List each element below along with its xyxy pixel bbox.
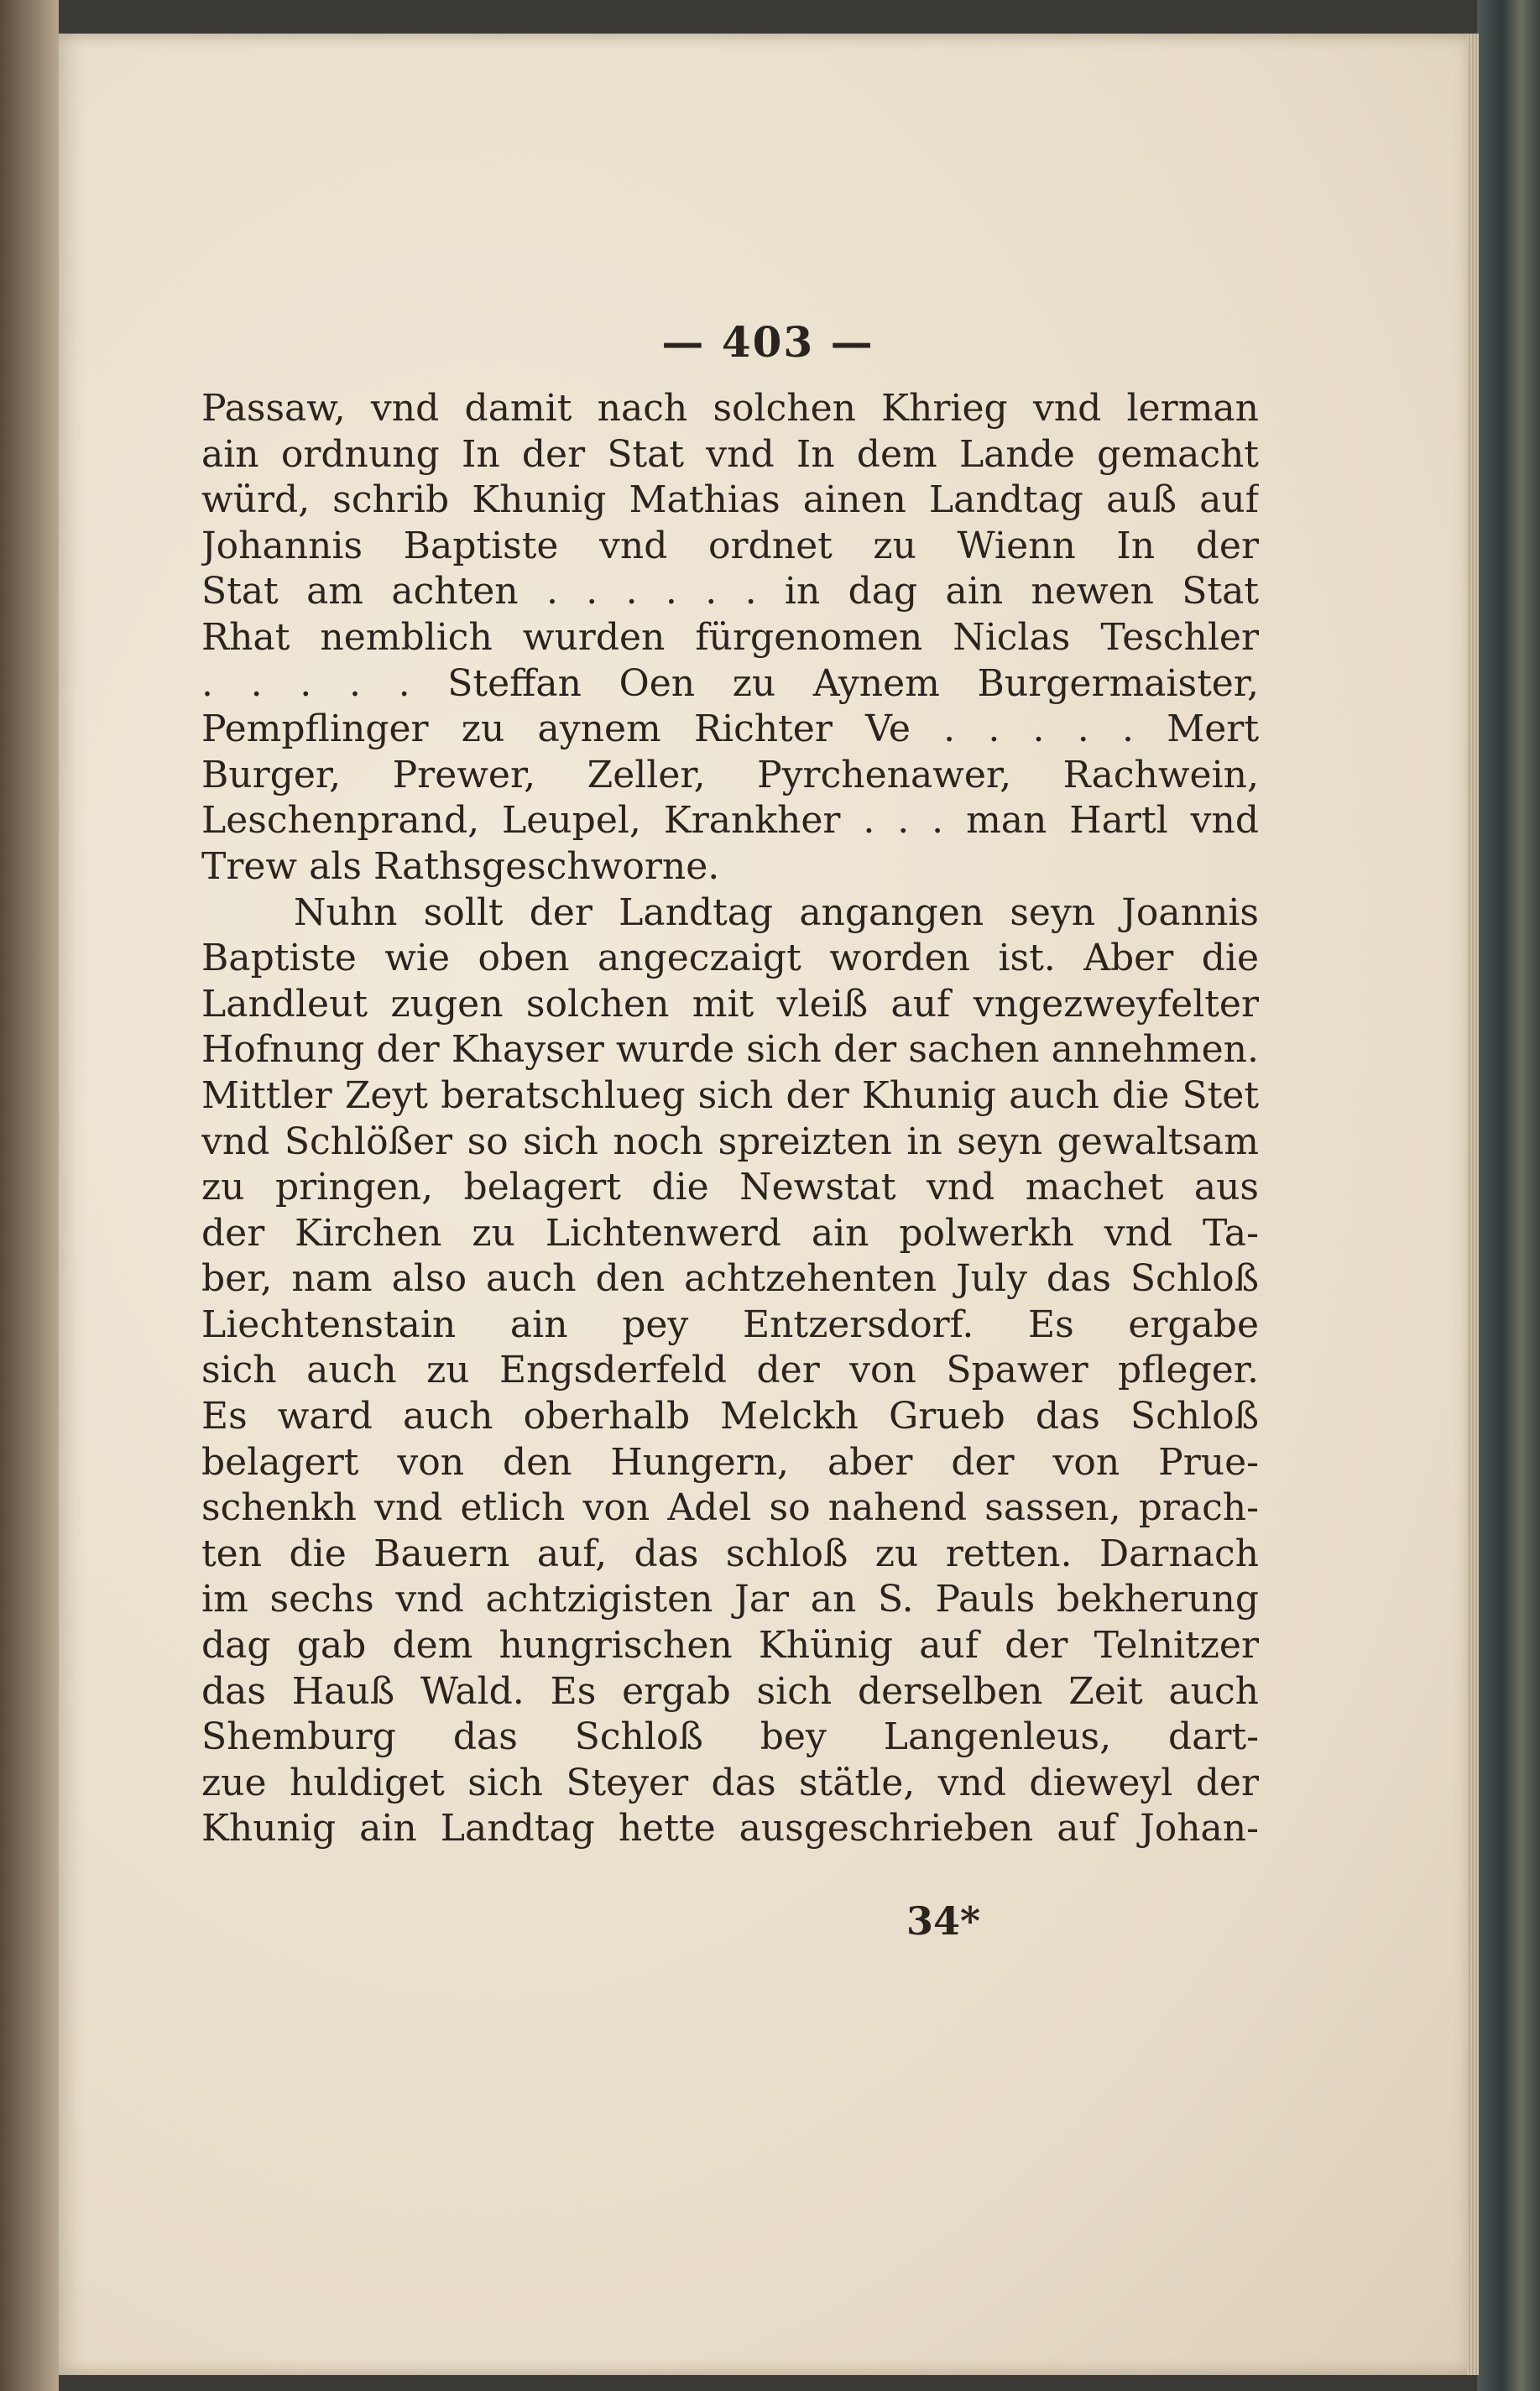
book-page [59,34,1477,2375]
text-line: Mittler Zeyt beratschlueg sich der Khunig auch die Stet [201,1073,1259,1117]
text-line: Burger, Prewer, Zeller, Pyrchenawer, Rachwein, [201,753,1259,796]
text-line: Rhat nemblich wurden fürgenomen Niclas Teschler [201,615,1259,659]
text-line: Trew als Rathsgeschworne. [201,844,720,888]
text-line: Leschenprand, Leupel, Krankher . . . man Hartl vnd [201,799,1259,843]
text-line: Passaw, vnd damit nach solchen Khrieg vnd lerman [201,387,1259,430]
text-line: Shemburg das Schloß bey Langenleus, dart- [201,1715,1259,1759]
text-line: dag gab dem hungrischen Khünig auf der Telnitzer [201,1624,1259,1668]
text-line: zue huldiget sich Steyer das stätle, vnd dieweyl der [201,1761,1259,1804]
text-line: vnd Schlößer so sich noch spreizten in seyn gewaltsam [201,1120,1259,1163]
book-cover-right [1477,0,1540,2391]
text-line: Baptiste wie oben angeczaigt worden ist. Aber die [201,937,1259,980]
text-line: ber, nam also auch den achtzehenten July das Schloß [201,1257,1259,1301]
text-line: Johannis Baptiste vnd ordnet zu Wienn In der [201,524,1259,567]
text-line: im sechs vnd achtzigisten Jar an S. Pauls bekherung [201,1578,1259,1621]
text-line: sich auch zu Engsderfeld der von Spawer pfleger. [201,1349,1259,1392]
page-number-header: — 403 — [661,317,874,367]
book-spine-left [0,0,59,2391]
text-line: würd, schrib Khunig Mathias ainen Landtag auß auf [201,478,1259,522]
text-line: Khunig ain Landtag hette ausgeschrieben auf Johan- [201,1807,1259,1851]
text-line: ten die Bauern auf, das schloß zu retten. Darnach [201,1532,1259,1575]
text-line: . . . . . Steffan Oen zu Aynem Burgermaister, [201,661,1259,705]
text-line: Liechtenstain ain pey Entzersdorf. Es ergabe [201,1303,1259,1346]
text-line: ain ordnung In der Stat vnd In dem Lande gemacht [201,432,1259,476]
text-line: Hofnung der Khayser wurde sich der sachen annehmen. [201,1028,1259,1072]
text-line: Stat am achten . . . . . . in dag ain newen Stat [201,570,1259,613]
body-text [201,386,1259,1852]
text-line: Nuhn sollt der Landtag angangen seyn Joannis [294,890,1259,934]
text-line: Pempflinger zu aynem Richter Ve . . . . . Mert [201,707,1259,751]
text-line: Es ward auch oberhalb Melckh Grueb das Schloß [201,1395,1259,1438]
text-line: das Hauß Wald. Es ergab sich derselben Zeit auch [201,1669,1259,1713]
text-line: der Kirchen zu Lichtenwerd ain polwerkh vnd Ta- [201,1211,1259,1255]
signature-mark: 34* [906,1898,981,1944]
page-edges [1467,34,1479,2375]
text-line: belagert von den Hungern, aber der von Prue- [201,1440,1259,1484]
text-line: Landleut zugen solchen mit vleiß auf vngezweyfelter [201,982,1259,1026]
text-line: schenkh vnd etlich von Adel so nahend sassen, prach- [201,1486,1259,1530]
text-line: zu pringen, belagert die Newstat vnd machet aus [201,1166,1259,1209]
